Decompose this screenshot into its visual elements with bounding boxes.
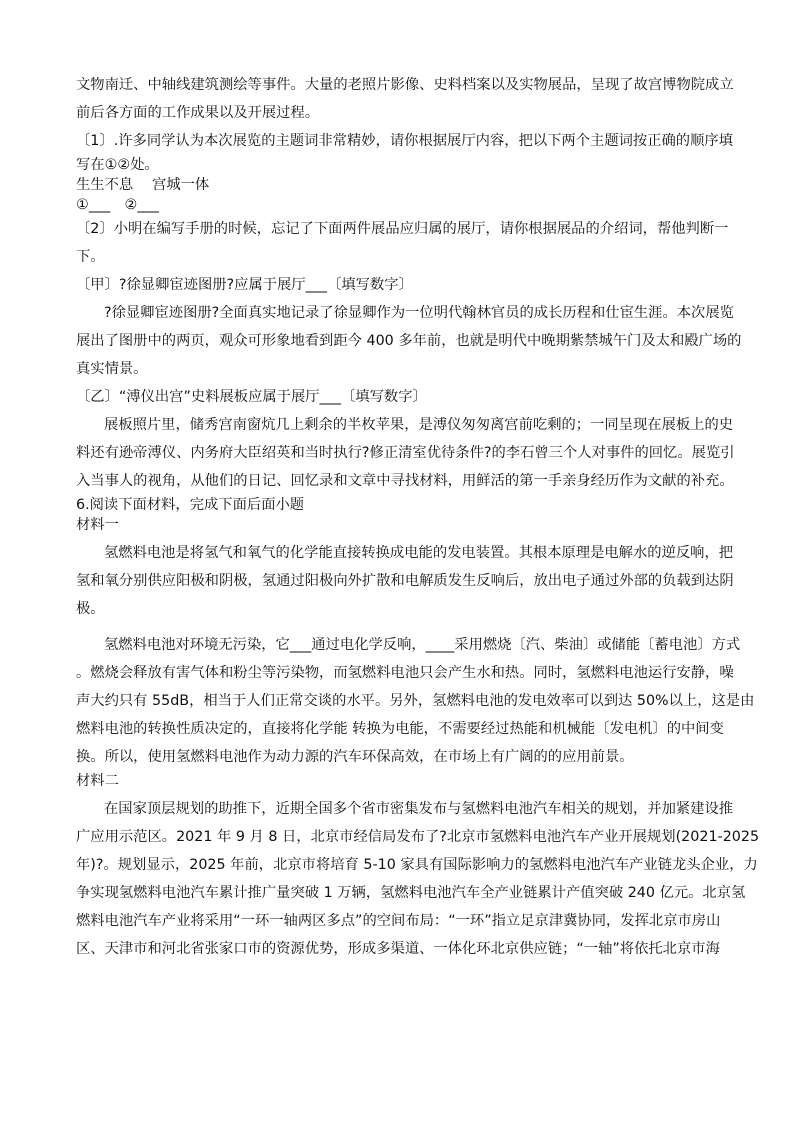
spacer — [76, 623, 720, 631]
question-2: 〔2〕小明在编写手册的时候，忘记了下面两件展品应归属的展厅，请你根据展品的介绍词，帮他判断一 — [76, 221, 729, 237]
paragraph-line: 燃料电池汽车产业将采用“一环一轴两区多点”的空间布局：“一环”指立足京津冀协同，发挥北京市房山 — [76, 913, 721, 929]
material-heading: 材料二 — [76, 773, 119, 789]
text-line: 写在①②处。 — [76, 157, 159, 173]
paragraph-line: 声大约只有 55dB，相当于人们正常交谈的水平。另外，氢燃料电池的发电效率可以到达 50%以上，这是由 — [76, 693, 755, 709]
paragraph-line: 入当事人的视角，从他们的日记、回忆录和文章中寻找材料，用鲜活的第一手亲身经历作为文献的补充。 — [76, 473, 734, 489]
paragraph-line: 在国家顶层规划的助推下，近期全国多个省市密集发布与氢燃料电池汽车相关的规划，并加紧建设推 — [104, 801, 734, 817]
text-line: 前后各方面的工作成果以及开展过程。 — [76, 105, 320, 121]
answer-blanks: ①___ ②___ — [76, 197, 159, 213]
paragraph-line: 氢燃料电池是将氢气和氧气的化学能直接转换成电能的发电装置。其根本原理是电解水的逆反响，把 — [104, 545, 734, 561]
text-line: 下。 — [76, 249, 105, 265]
paragraph-line: ?徐显卿宦迹图册?全面真实地记录了徐显卿作为一位明代翰林官员的成长历程和仕宦生涯。本次展览 — [104, 305, 734, 321]
paragraph-line: 真实情景。 — [76, 361, 148, 377]
paragraph-line: 料还有逊帝溥仪、内务府大臣绍英和当时执行?修正清室优待条件?的李石曾三个人对事件的回忆。展览引 — [76, 445, 735, 461]
theme-words: 生生不息 宫城一体 — [76, 177, 210, 193]
paragraph-line: 燃料电池的转换性质决定的，直接将化学能 转换为电能，不需要经过热能和机械能〔发电机〕的中间变 — [76, 721, 724, 737]
document-page — [76, 71, 760, 963]
paragraph-line: 广应用示范区。2021 年 9 月 8 日，北京市经信局发布了?北京市氢燃料电池汽车产业开展规划(2021-2025 — [76, 829, 760, 845]
paragraph-line: 。燃烧会释放有害气体和粉尘等污染物，而氢燃料电池只会产生水和热。同时，氢燃料电池运行安静，噪 — [76, 665, 734, 681]
paragraph-line: 展出了图册中的两页，观众可形象地看到距今 400 多年前，也就是明代中晚期紫禁城午门及太和殿广场的 — [76, 333, 742, 349]
paragraph-line: 氢和氧分别供应阳极和阴极，氢通过阳极向外扩散和电解质发生反响后，放出电子通过外部的负载到达阴 — [76, 573, 734, 589]
question-1: 〔1〕.许多同学认为本次展览的主题词非常精妙，请你根据展厅内容，把以下两个主题词按正确的顺序填 — [76, 133, 733, 149]
text-line: 文物南迁、中轴线建筑测绘等事件。大量的老照片影像、史料档案以及实物展品，呈现了故宫博物院成立 — [76, 77, 734, 93]
paragraph-line: 换。所以，使用氢燃料电池作为动力源的汽车环保高效，在市场上有广阔的的应用前景。 — [76, 749, 634, 765]
paragraph-line: 争实现氢燃料电池汽车累计推广量突破 1 万辆，氢燃料电池汽车全产业链累计产值突破 240 亿元。北京氢 — [76, 885, 746, 901]
paragraph-line: 氢燃料电池对环境无污染，它___通过电化学反响，____采用燃烧〔汽、柴油〕或储能〔蓄电池〕方式 — [104, 637, 741, 653]
section-heading: 6.阅读下面材料，完成下面后面小题 — [76, 497, 305, 513]
item-jia: 〔甲〕?徐显卿宦迹图册?应属于展厅___〔填写数字〕 — [76, 277, 413, 293]
item-yi: 〔乙〕“溥仪出宫”史料展板应属于展厅___〔填写数字〕 — [76, 389, 427, 405]
paragraph-line: 展板照片里，储秀宫南窗炕几上剩余的半枚苹果，是溥仪匆匆离宫前吃剩的；一同呈现在展板上的史 — [104, 417, 734, 433]
paragraph-line: 区、天津市和河北省张家口市的资源优势，形成多渠道、一体化环北京供应链；“一轴”将依托北京市海 — [76, 941, 720, 957]
paragraph-line: 年)?。规划显示，2025 年前，北京市将培育 5-10 家具有国际影响力的氢燃料电池汽车产业链龙头企业，力 — [76, 857, 758, 873]
material-heading: 材料一 — [76, 517, 119, 533]
paragraph-line: 极。 — [76, 601, 105, 617]
